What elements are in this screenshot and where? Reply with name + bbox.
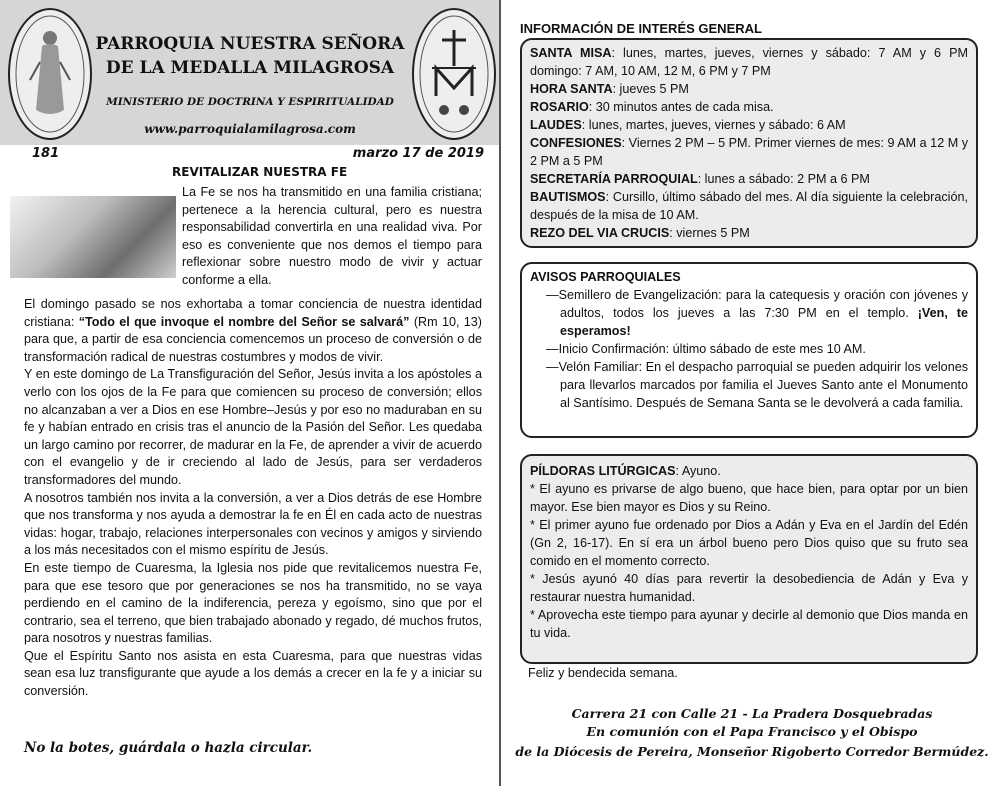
info-row: HORA SANTA: jueves 5 PM [530,82,689,96]
parish-name-line2: DE LA MEDALLA MILAGROSA [105,58,395,78]
aviso-item: —Velón Familiar: En el despacho parroquial se pueden adquirir los velones para llevarlos marcados por familia el Jueves Santo ante el Monumento al Santísimo. Después de Semana Santa se le devolverá a cada familia. [546,360,968,410]
pildora-item: * Jesús ayunó 40 días para revertir la desobediencia de Adán y Eva y restaurar nuestra humanidad. [530,572,968,604]
pildora-item: * Aprovecha este tiempo para ayunar y decirle al demonio que Dios manda en tu vida. [530,608,968,640]
pildoras-title: PÍLDORAS LITÚRGICAS: Ayuno. [530,464,721,478]
article-title: REVITALIZAR NUESTRA FE [172,165,348,179]
article-paragraph: Y en este domingo de La Transfiguración del Señor, Jesús invita a los apóstoles a verlo con los ojos de la Fe para que comiencen su proceso de conversión; ellos no alcanzaban a ver a Dios en ese Hombre–Jesús y por eso no maduraban en su fe y habían entrado en crisis tras el anuncio de la Pasión del Señor. Les quedaba un largo camino por recorrer, de madurar en la Fe, de aprender a vivir de acuerdo con el evangelio y de ir creciendo al lado de Jesús, para ser verdaderos transformadores del mundo. [24,367,482,487]
parish-name-line1: PARROQUIA NUESTRA SEÑORA [95,34,405,54]
pildoras-box [520,454,978,664]
article-body [24,296,482,701]
website-link[interactable]: www.parroquialamilagrosa.com [144,122,356,136]
info-row: REZO DEL VIA CRUCIS: viernes 5 PM [530,226,750,240]
aviso-item: —Semillero de Evangelización: para la catequesis y oración con jóvenes y adultos, todos los jueves a las 7:30 PM en el templo. ¡Ven, te esperamos! [546,288,968,338]
info-row: LAUDES: lunes, martes, jueves, viernes y sábado: 6 AM [530,118,846,132]
info-row: SANTA MISA: lunes, martes, jueves, viernes y sábado: 7 AM y 6 PM domingo: 7 AM, 10 AM, 12 M, 6 PM y 7 PM [530,46,968,78]
footer-communion: En comunión con el Papa Francisco y el Obispo [586,724,918,739]
footer-diocese: de la Diócesis de Pereira, Monseñor Rigoberto Corredor Bermúdez. [515,744,989,759]
info-row: SECRETARÍA PARROQUIAL: lunes a sábado: 2 PM a 6 PM [530,172,870,186]
page-divider [499,0,501,786]
article-intro: La Fe se nos ha transmitido en una familia cristiana; pertenece a la herencia cultural, pero es nuestra responsabilidad convertirla en una realidad viva. Por eso es conveniente que nos demos el tiempo para reflexionar sobre nuestro modo de vivir y actuar conforme a ella. [182,185,482,287]
aviso-item: —Inicio Confirmación: último sábado de este mes 10 AM. [546,342,866,356]
closing-line: No la botes, guárdala o hazla circular. [24,740,313,756]
ministry-name: MINISTERIO DE DOCTRINA Y ESPIRITUALIDAD [106,96,394,108]
issue-date: marzo 17 de 2019 [352,146,484,161]
article-paragraph: En este tiempo de Cuaresma, la Iglesia nos pide que revitalicemos nuestra Fe, para que ese tesoro que por generaciones se nos ha transmitido, no se vaya perdiendo en el camino de la indiferencia, pereza y egoísmo, sino que por el contrario, sea el terreno, que bien trabajado abonado y regado, dé muchos frutos, para nosotros y nuestras familias. [24,560,482,646]
footer-address: Carrera 21 con Calle 21 - La Pradera Dosquebradas [571,706,933,721]
info-row: CONFESIONES: Viernes 2 PM – 5 PM. Primer viernes de mes: 9 AM a 12 M y 2 PM a 5 PM [530,136,968,168]
info-row: BAUTISMOS: Cursillo, último sábado del mes. Al día siguiente la celebración, después de la misa de 10 AM. [530,190,968,222]
bible-quote: “Todo el que invoque el nombre del Señor se salvará” [78,314,410,329]
article-paragraph: A nosotros también nos invita a la conversión, a ver a Dios detrás de ese Hombre que nos transforma y nos ayuda a demostrar la fe en Él en cada acto de nuestras vidas: hogar, trabajo, relaciones interpersonales con vecinos y amigos y sirviendo a los más necesitados con el mismo espíritu de Jesús. [24,490,482,558]
info-box [520,38,978,248]
pildora-item: * El primer ayuno fue ordenado por Dios a Adán y Eva en el Jardín del Edén (Gn 2, 16-17). En sí era un árbol bueno pero Dios quiso que su fruto sea comido en el momento correcto. [530,518,968,568]
article-paragraph: El domingo pasado se nos exhortaba a tomar conciencia de nuestra identidad cristiana: “Todo el que invoque el nombre del Señor se salvará” (Rm 10, 13) para que, a partir de esa conciencia comencemos un proceso de conversión o de transformación radical de nuestras costumbres y modos de vivir. [24,297,482,364]
farewell-text: Feliz y bendecida semana. [528,666,678,680]
avisos-title: AVISOS PARROQUIALES [530,270,681,284]
hands-image [10,196,176,278]
medal-reverse-icon [412,8,496,140]
pildora-item: * El ayuno es privarse de algo bueno, que hace bien, para optar por un bien mayor. Ese bien mayor es Dios y su Reino. [530,482,968,514]
issue-number: 181 [32,146,60,161]
virgin-medal-icon [8,8,92,140]
avisos-box [520,262,978,438]
info-title: INFORMACIÓN DE INTERÉS GENERAL [520,21,762,36]
info-row: ROSARIO: 30 minutos antes de cada misa. [530,100,774,114]
article-paragraph: Que el Espíritu Santo nos asista en esta Cuaresma, para que nuestras vidas sean esa luz transfigurante que ayude a los demás a crecer en la fe y a iniciar su conversión. [24,648,482,699]
